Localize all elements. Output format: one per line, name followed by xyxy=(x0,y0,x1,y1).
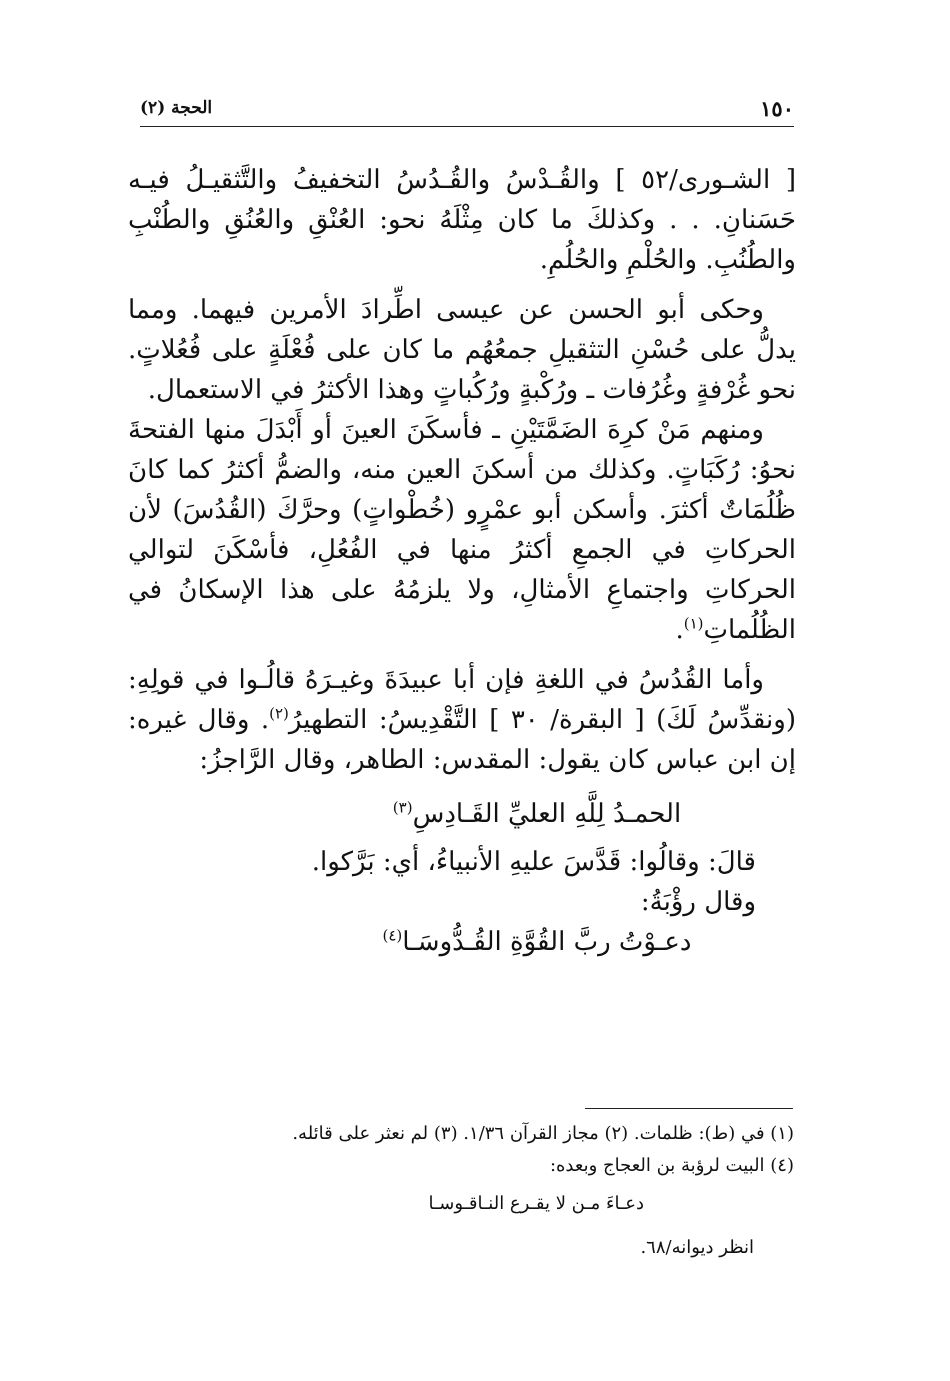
footnote-line-2: (٤) البيت لرؤبة بن العجاج وبعده: xyxy=(549,1155,794,1176)
paragraph-4-text-b: . وقال غيره: إن ابن عباس كان يقول: المقدس: الطاهر، وقال الرَّاجزُ: xyxy=(128,705,796,775)
paragraph-1: [ الشـورى/٥٢ ] والقُـدْسُ والقُـدُسُ التخفيفُ والتَّثقيـلُ فيـه حَسَنانِ. . . وكذلكَ ما كان مِثْلَهُ نحو: العُنْقِ والعُنُقِ والطُنْبِ والطُنُبِ. والحُلْمِ والحُلُمِ. xyxy=(128,165,796,275)
paragraph-3-text: ومنهم مَنْ كرِهَ الضَمَّتَيْنِ ـ فأسكَنَ العينَ أو أَبْدَلَ منها الفتحةَ نحوُ: رُكَبَاتٍ. وكذلك من أسكنَ العين منه، والضمُّ أكثرُ كما كانَ ظُلُمَاتٌ أكثرَ. وأسكن أبو عمْرٍو (خُطْواتٍ) وحرَّكَ (القُدُسَ) لأن الحركاتِ في الجمعِ أكثرُ منها في الفُعُلِ، فأسْكَنَ لتوالي الحركاتِ واجتماعِ الأمثالِ، ولا يلزمُهُ على هذا الإسكانُ في الظُلُماتِ xyxy=(128,415,796,645)
footnote-ref-4: (٤) xyxy=(382,926,403,945)
paragraph-4 xyxy=(128,660,796,780)
running-title: الحجة (٢) xyxy=(140,98,213,118)
paragraph-6: وقال رؤْبَةُ: xyxy=(640,887,756,917)
main-text xyxy=(128,160,796,962)
verse-1-text: الحمـدُ لِلَّهِ العليِّ القَـادِسِ xyxy=(412,799,682,829)
paragraph-2: وحكى أبو الحسن عن عيسى اطِّرادَ الأمرين فيهما. ومما يدلُّ على حُسْنِ التثقيلِ جمعُهُم ما كان على فُعْلَةٍ على فُعُلاتٍ. نحو غُرْفةٍ وغُرُفات ـ ورُكْبةٍ ورُكُباتٍ وهذا الأكثرُ في الاستعمال. xyxy=(128,295,796,405)
paragraph-3-end: . xyxy=(675,615,684,645)
verse-2-text: دعـوْتُ ربَّ القُوَّةِ القُـدُّوسَـا xyxy=(402,927,692,957)
footnote-ref-3: (٣) xyxy=(392,798,413,817)
footnote-reference: انظر ديوانه/٦٨. xyxy=(640,1237,754,1258)
footnote-verse: دعـاءَ مـن لا يقـرع النـاقـوسـا xyxy=(428,1193,644,1214)
page-header xyxy=(140,96,794,127)
page-number: ١٥٠ xyxy=(760,96,794,121)
paragraph-5: قالَ: وقالُوا: قَدَّسَ عليهِ الأنبياءُ، أي: بَرَّكوا. xyxy=(311,847,756,877)
footnote-line-1: (١) في (ط): ظلمات. (٢) مجاز القرآن ١/٣٦. (٣) لم نعثر على قائله. xyxy=(292,1123,794,1144)
verse-2 xyxy=(128,922,796,962)
footnote-ref-2: (٢) xyxy=(269,704,289,723)
paragraph-4-text-a: وأما القُدُسُ في اللغةِ فإن أبا عبيدَةَ وغيـرَهُ قالُـوا في قولِهِ: (ونقدِّسُ لَكَ) [ البقرة/ ٣٠ ] التَّقْدِيسُ: التطهيرُ xyxy=(128,665,796,735)
paragraph-3 xyxy=(128,410,796,650)
footnote-divider xyxy=(585,1108,793,1109)
verse-1 xyxy=(128,794,796,834)
footnote-ref-1: (١) xyxy=(683,614,704,633)
footnotes xyxy=(130,1118,794,1264)
